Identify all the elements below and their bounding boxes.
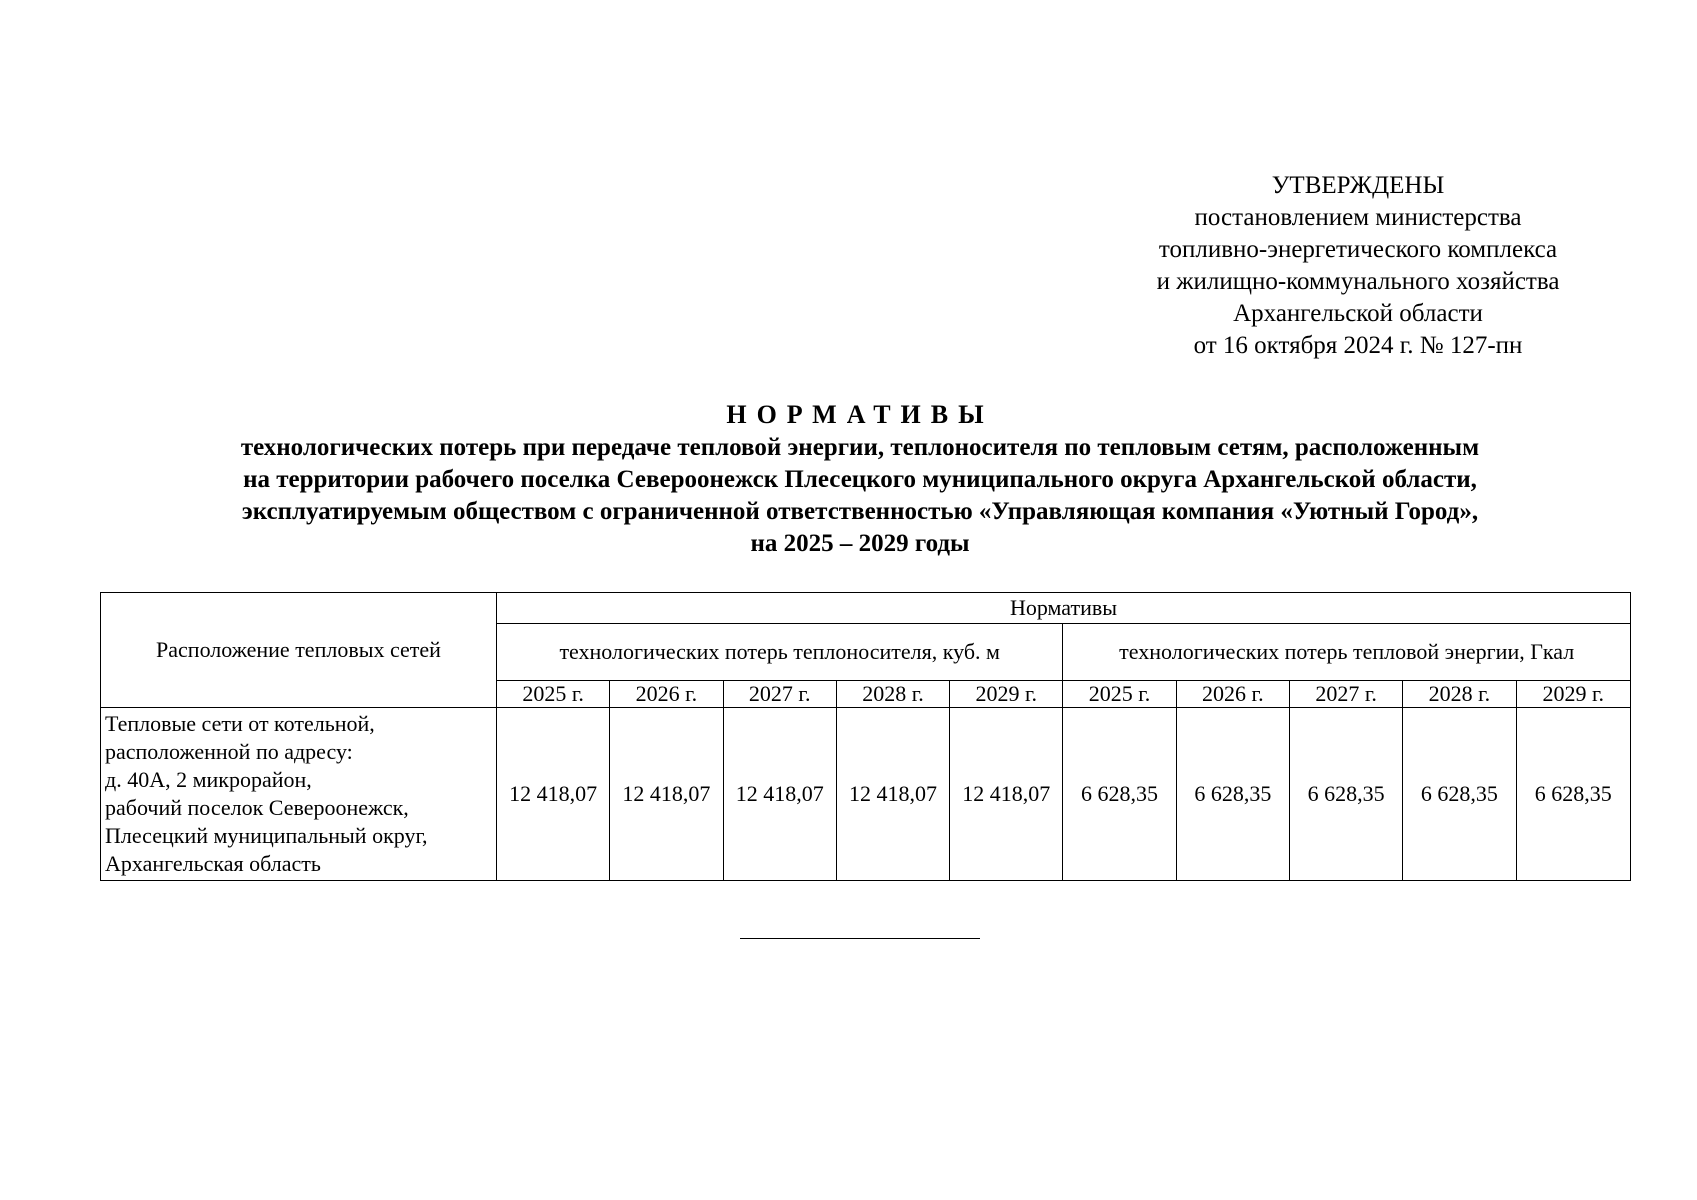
location-header: Расположение тепловых сетей xyxy=(101,593,497,708)
approval-line: Архангельской области xyxy=(1233,300,1483,327)
year-header: 2025 г. xyxy=(1063,681,1176,708)
table-row xyxy=(101,708,1631,881)
heat-value-cell: 6 628,35 xyxy=(1403,708,1516,881)
title-line: на 2025 – 2029 годы xyxy=(750,530,970,557)
location-line: расположенной по адресу: xyxy=(105,739,353,764)
heat-value-cell: 6 628,35 xyxy=(1289,708,1402,881)
year-header: 2028 г. xyxy=(836,681,949,708)
approval-heading: УТВЕРЖДЕНЫ xyxy=(1271,172,1445,199)
year-header: 2025 г. xyxy=(497,681,610,708)
location-cell xyxy=(101,708,497,881)
norms-header: Нормативы xyxy=(497,593,1631,624)
location-line: Тепловые сети от котельной, xyxy=(105,711,375,736)
approval-line: и жилищно-коммунального хозяйства xyxy=(1156,268,1560,295)
title-line: эксплуатируемым обществом с ограниченной ответственностью «Управляющая компания «Уютный Город», xyxy=(241,498,1479,525)
approval-date-line: от 16 октября 2024 г. № 127-пн xyxy=(1193,332,1523,359)
heat-group-header: технологических потерь тепловой энергии, Гкал xyxy=(1063,624,1631,681)
location-line: Архангельская область xyxy=(105,851,321,876)
heat-value-cell: 6 628,35 xyxy=(1063,708,1176,881)
coolant-group-header: технологических потерь теплоносителя, куб. м xyxy=(497,624,1063,681)
heat-value-cell: 6 628,35 xyxy=(1176,708,1289,881)
norms-table xyxy=(100,592,1631,881)
title-heading: НОРМАТИВЫ xyxy=(726,400,994,429)
year-header: 2029 г. xyxy=(950,681,1063,708)
year-header: 2028 г. xyxy=(1403,681,1516,708)
approval-stamp xyxy=(1098,170,1618,362)
coolant-value-cell: 12 418,07 xyxy=(497,708,610,881)
title-line: технологических потерь при передаче тепловой энергии, теплоносителя по тепловым сетям, расположенным xyxy=(240,434,1480,461)
location-line: Плесецкий муниципальный округ, xyxy=(105,823,428,848)
year-header: 2029 г. xyxy=(1516,681,1630,708)
year-header: 2027 г. xyxy=(723,681,836,708)
year-header: 2026 г. xyxy=(1176,681,1289,708)
location-line: рабочий поселок Североонежск, xyxy=(105,795,409,820)
year-header: 2027 г. xyxy=(1289,681,1402,708)
heat-value-cell: 6 628,35 xyxy=(1516,708,1630,881)
location-line: д. 40А, 2 микрорайон, xyxy=(105,767,312,792)
coolant-value-cell: 12 418,07 xyxy=(610,708,723,881)
year-header: 2026 г. xyxy=(610,681,723,708)
end-divider xyxy=(740,938,980,939)
document-title xyxy=(95,398,1625,560)
title-line: на территории рабочего поселка Североонежск Плесецкого муниципального округа Архангельской области, xyxy=(243,466,1477,493)
approval-line: топливно-энергетического комплекса xyxy=(1158,236,1558,263)
coolant-value-cell: 12 418,07 xyxy=(950,708,1063,881)
coolant-value-cell: 12 418,07 xyxy=(836,708,949,881)
approval-line: постановлением министерства xyxy=(1194,204,1522,231)
coolant-value-cell: 12 418,07 xyxy=(723,708,836,881)
